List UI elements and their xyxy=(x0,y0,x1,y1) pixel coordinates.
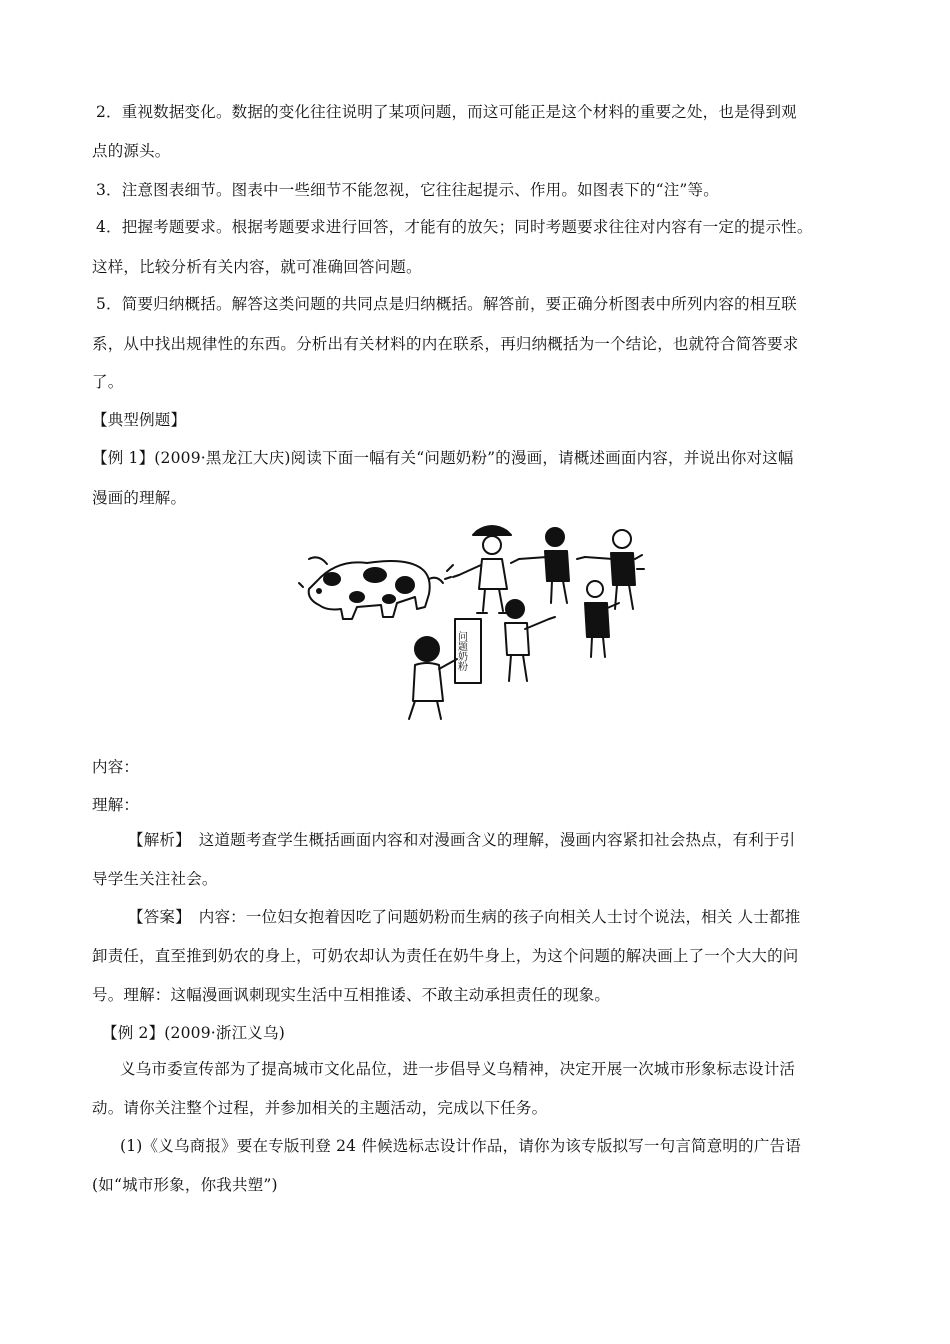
paragraph-line: 卸责任，直至推到奶农的身上，可奶农却认为责任在奶牛身上，为这个问题的解决画上了一个大大的问 xyxy=(92,947,799,965)
paragraph-line: 动。请你关注整个过程，并参加相关的主题活动，完成以下任务。 xyxy=(92,1099,548,1117)
paragraph-line: 号。理解：这幅漫画讽刺现实生活中互相推诿、不敢主动承担责任的现象。 xyxy=(92,986,611,1004)
paragraph-line: 这样，比较分析有关内容，就可准确回答问题。 xyxy=(92,258,422,276)
mother-figure xyxy=(409,619,481,719)
section-heading: 【典型例题】 xyxy=(92,411,187,429)
understanding-label: 理解： xyxy=(92,796,140,814)
answer-line: 【答案】 内容：一位妇女抱着因吃了问题奶粉而生病的孩子向相关人士讨个说法，相关 人士都推 xyxy=(128,908,801,926)
paragraph-line: 点的源头。 xyxy=(92,142,171,160)
paragraph-line: 2．重视数据变化。数据的变化往往说明了某项问题，而这可能正是这个材料的重要之处，也是得到观 xyxy=(96,103,797,121)
paragraph-line: 导学生关注社会。 xyxy=(92,870,218,888)
paragraph-line: 3．注意图表细节。图表中一些细节不能忽视，它往往起提示、作用。如图表下的“注”等。 xyxy=(96,181,719,199)
example-heading: 【例 1】(2009·黑龙江大庆)阅读下面一幅有关“问题奶粉”的漫画，请概述画面内容，并说出你对这幅 xyxy=(92,449,794,467)
paragraph-line: (如“城市形象，你我共塑”) xyxy=(92,1176,278,1194)
milk-box-label: 问题奶粉 xyxy=(455,631,467,671)
cartoon-illustration xyxy=(297,519,647,724)
official-figure xyxy=(511,528,569,603)
farmer-figure xyxy=(453,526,511,613)
official-figure xyxy=(577,530,635,609)
cow-figure xyxy=(299,557,443,619)
task-line: (1)《义乌商报》要在专版刊登 24 件候选标志设计作品，请你为该专版拟写一句言简意明的广告语 xyxy=(120,1137,801,1155)
paragraph-line: 漫画的理解。 xyxy=(92,489,187,507)
example-heading: 【例 2】(2009·浙江义乌) xyxy=(102,1024,285,1042)
paragraph-line: 了。 xyxy=(92,373,124,391)
official-figure xyxy=(585,581,619,657)
official-figure xyxy=(505,600,555,681)
paragraph-line: 4．把握考题要求。根据考题要求进行回答，才能有的放矢；同时考题要求往往对内容有一定的提示性。 xyxy=(96,218,813,236)
content-label: 内容： xyxy=(92,758,140,776)
paragraph-line: 系，从中找出规律性的东西。分析出有关材料的内在联系，再归纳概括为一个结论，也就符合简答要求 xyxy=(92,335,799,353)
paragraph-line: 义乌市委宣传部为了提高城市文化品位，进一步倡导义乌精神，决定开展一次城市形象标志设计活 xyxy=(120,1060,796,1078)
paragraph-line: 5．简要归纳概括。解答这类问题的共同点是归纳概括。解答前，要正确分析图表中所列内容的相互联 xyxy=(96,295,797,313)
analysis-line: 【解析】 这道题考查学生概括画面内容和对漫画含义的理解，漫画内容紧扣社会热点，有利于引 xyxy=(128,831,796,849)
